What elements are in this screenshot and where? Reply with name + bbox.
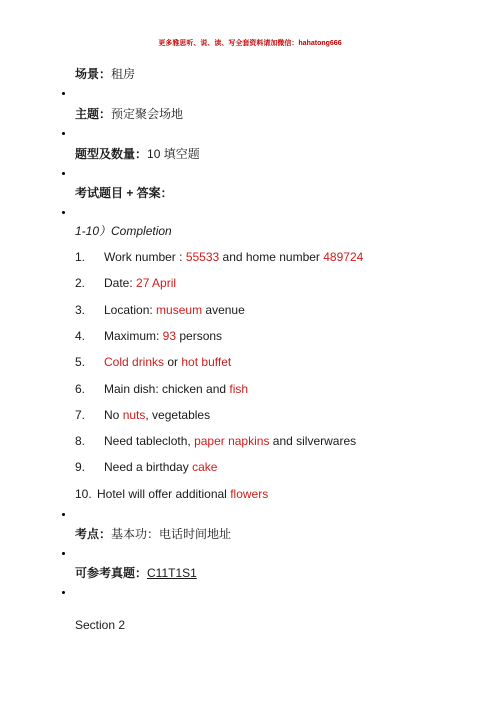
item-text: Date: <box>104 276 137 290</box>
answer-text: 93 <box>162 329 177 343</box>
point-label: 考点： <box>75 527 112 541</box>
answer-text: 489724 <box>323 250 364 264</box>
item-number: 6. <box>75 382 86 396</box>
reference-line <box>75 566 197 580</box>
answer-text: hot buffet <box>181 355 232 369</box>
scene-label: 场景： <box>75 67 112 81</box>
item-number: 3. <box>75 303 86 317</box>
list-item <box>104 434 356 448</box>
item-text: and silverwares <box>269 434 357 448</box>
item-text: , vegetables <box>145 408 211 422</box>
item-text: Location: <box>104 303 157 317</box>
list-item <box>104 329 222 343</box>
item-text: Maximum: <box>104 329 163 343</box>
item-text: avenue <box>202 303 245 317</box>
item-text: and home number <box>219 250 324 264</box>
answer-text: fish <box>229 382 249 396</box>
type-label: 题型及数量： <box>75 147 148 161</box>
item-text: Need tablecloth, <box>104 434 195 448</box>
item-number: 7. <box>75 408 86 422</box>
bullet-dot <box>62 513 65 516</box>
bullet-dot <box>62 132 65 135</box>
point-line <box>75 527 231 541</box>
list-item <box>104 460 217 474</box>
reference-link[interactable]: C11T1S1 <box>147 566 197 580</box>
list-item <box>104 250 363 264</box>
topic-value: 预定聚会场地 <box>111 107 184 121</box>
list-item <box>104 408 210 422</box>
scene-value: 租房 <box>111 67 136 81</box>
topic-label: 主题： <box>75 107 112 121</box>
item-text: Need a birthday <box>104 460 193 474</box>
answer-text: flowers <box>230 487 269 501</box>
item-number: 5. <box>75 355 86 369</box>
bullet-dot <box>62 591 65 594</box>
answer-text: 27 April <box>136 276 177 290</box>
answer-text: paper napkins <box>194 434 270 448</box>
type-line <box>75 147 200 161</box>
item-number: 2. <box>75 276 86 290</box>
list-item <box>97 487 268 501</box>
item-number: 1. <box>75 250 86 264</box>
item-text: persons <box>176 329 223 343</box>
next-section-title: Section 2 <box>75 618 126 632</box>
list-item <box>104 276 176 290</box>
type-value: 10 填空题 <box>147 147 200 161</box>
item-number: 10. <box>75 487 92 501</box>
answer-text: nuts <box>122 408 146 422</box>
bullet-dot <box>62 92 65 95</box>
scene-line <box>75 67 135 81</box>
answer-text: Cold drinks <box>104 355 165 369</box>
item-text: Hotel will offer additional <box>97 487 231 501</box>
item-number: 4. <box>75 329 86 343</box>
answer-text: cake <box>192 460 218 474</box>
item-text: or <box>164 355 182 369</box>
exam-label: 考试题目 + 答案： <box>75 186 173 200</box>
point-value: 基本功：电话时间地址 <box>111 527 232 541</box>
list-item <box>104 303 245 317</box>
answer-text: 55533 <box>185 250 220 264</box>
item-number: 8. <box>75 434 86 448</box>
list-item <box>104 355 231 369</box>
answer-text: museum <box>156 303 203 317</box>
item-text: Work number : <box>104 250 186 264</box>
bullet-dot <box>62 172 65 175</box>
item-text: Main dish: chicken and <box>104 382 230 396</box>
promo-header: 更多雅思听、说、读、写全套资料请加微信：hahatong666 <box>158 40 342 47</box>
bullet-dot <box>62 552 65 555</box>
topic-line <box>75 107 183 121</box>
reference-label: 可参考真题： <box>75 566 148 580</box>
item-text: No <box>104 408 123 422</box>
list-item <box>104 382 248 396</box>
section-title: 1-10）Completion <box>75 224 172 238</box>
item-number: 9. <box>75 460 86 474</box>
bullet-dot <box>62 211 65 214</box>
